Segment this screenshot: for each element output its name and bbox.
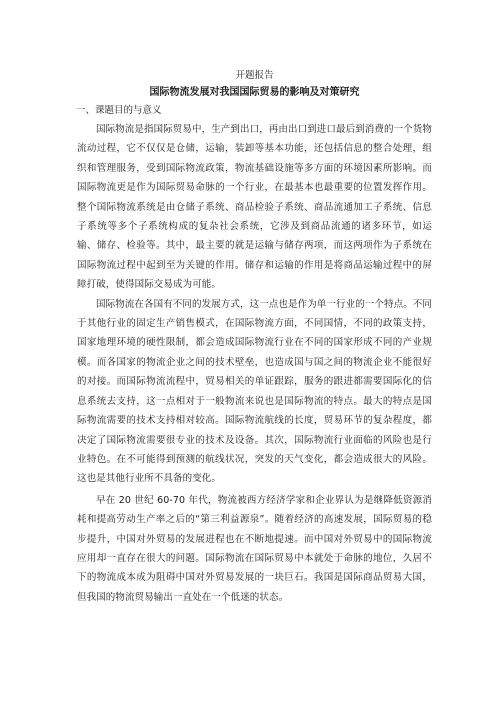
document-type-label: 开题报告 (235, 70, 274, 81)
document-title: 国际物流发展对我国国际贸易的影响及对策研究 (149, 87, 360, 98)
body-paragraph-3: 早在 20 世纪 60-70 年代，物流被西方经济学家和企业界认为是继降低资源消耗和提高劳动生产率之后的“第三利益源泉”。随着经济的高速发展，国际贸易的稳步提升，中国对外贸易的发展进程也在不断地提速。而中国对外贸易中的国际物流应用却一直存在很大的问题。国际物流在国际贸易中本就处于命脉的地位，久居不下的物流成本成为阻碍中国对外贸易发展的一块巨石。我国是国际商品贸易大国，但我国的物流贸易输出一直处在一个低迷的状态。 (77, 494, 432, 603)
body-paragraph-1: 国际物流是指国际贸易中，生产到出口，再由出口到进口最后到消费的一个货物流动过程，它不仅仅是仓储，运输，装卸等基本功能，还包括信息的整合处理，组织和管理服务，受到国际物流政策，物流基础设施等多方面的环境因素所影响。而国际物流更是作为国际贸易命脉的一个行业，在最基本也最重要的位置发挥作用。整个国际物流系统是由仓储子系统、商品检验子系统、商品流通加工子系统、信息子系统等多个子系统构成的复杂社会系统，它涉及到商品流通的诸多环节，如运输、储存、检验等。其中，最主要的就是运输与储存两项，而这两项作为子系统在国际物流过程中起到至为关键的作用。储存和运输的作用是将商品运输过程中的屏障打破，使得国际交易成为可能。 (77, 124, 433, 291)
section-heading: 一、课题目的与意义 (76, 105, 162, 116)
body-paragraph-2: 国际物流在各国有不同的发展方式，这一点也是作为单一行业的一个特点。不同于其他行业的固定生产销售模式，在国际物流方面，不同国情，不同的政策支持，国家地理环境的硬性限制，都会造成国际物流行业在不同的国家形成不同的产业规模。而各国家的物流企业之间的技术壁垒，也造成国与国之间的物流企业不能很好的对接。而国际物流流程中，贸易相关的单证跟踪，服务的跟进都需要国际化的信息系统去支持，这一点相对于一般物流来说也是国际物流的特点。最大的特点是国际物流需要的技术支持相对较高。国际物流航线的长度，贸易环节的复杂程度，都决定了国际物流需要很专业的技术及设备。其次，国际物流行业面临的风险也是行业特色。在不可能得到预测的航线状况，突发的天气变化，都会造成很大的风险。这也是其他行业所不具备的变化。 (77, 298, 433, 485)
